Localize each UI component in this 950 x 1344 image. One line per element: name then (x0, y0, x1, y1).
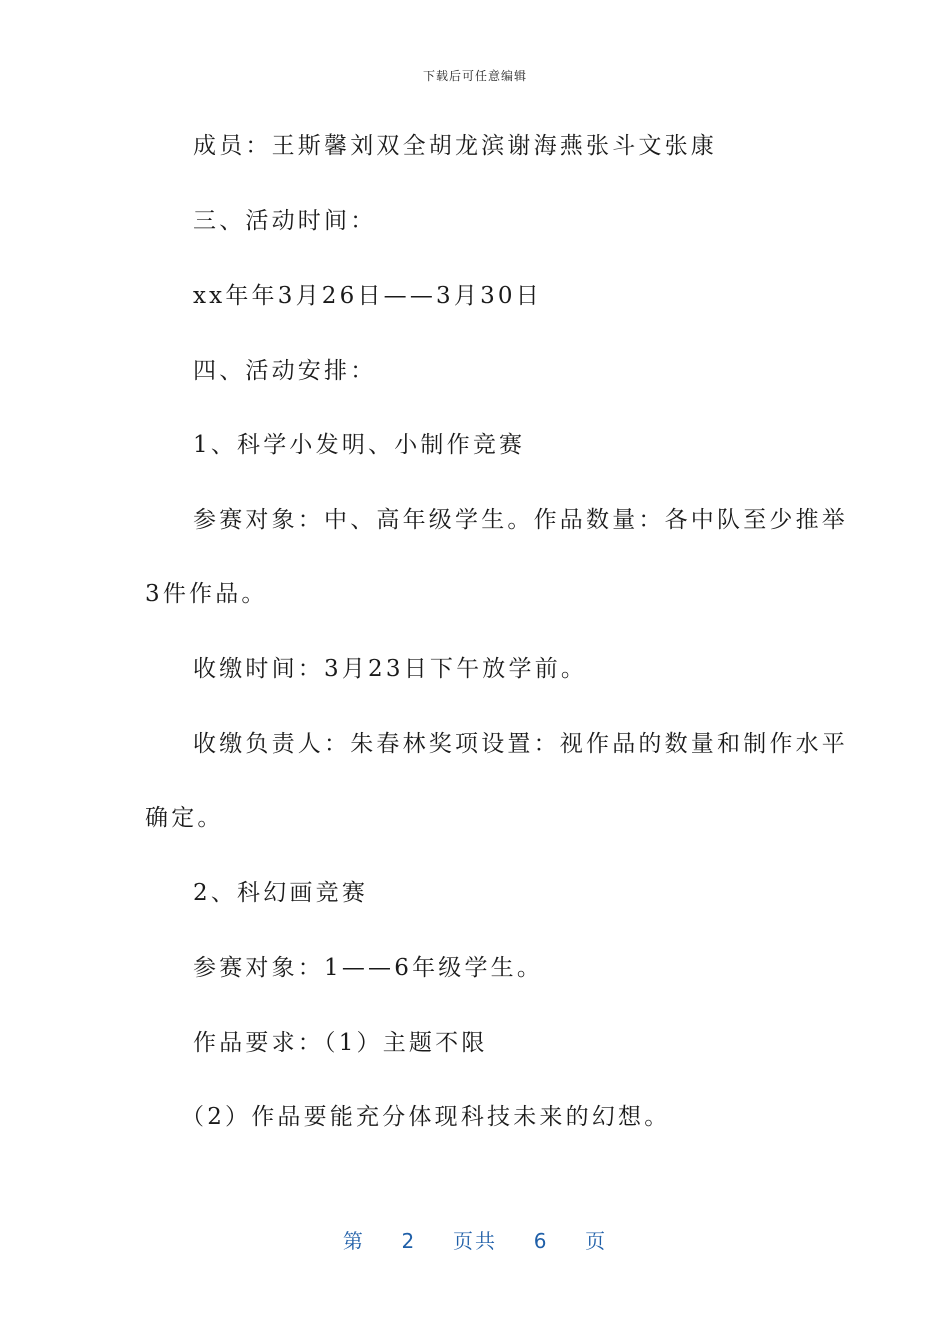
body-line-participants-1-cont: 3件作品。 (145, 581, 268, 607)
body-line-participants-2: 参赛对象：1——6年级学生。 (193, 955, 544, 981)
footer-mid: 页共 (453, 1229, 497, 1253)
footer-page-number: 2 (401, 1229, 417, 1253)
section-heading-arrangement: 四、活动安排： (193, 358, 377, 384)
subheading-scifi-drawing: 2、科幻画竞赛 (193, 880, 369, 906)
body-line-collection-owner: 收缴负责人：朱春林奖项设置：视作品的数量和制作水平 (193, 731, 848, 757)
section-heading-time: 三、活动时间： (193, 208, 377, 234)
body-line-collection-owner-cont: 确定。 (145, 805, 224, 831)
footer-total-pages: 6 (533, 1229, 549, 1253)
body-line-requirements: 作品要求：（1）主题不限 (193, 1030, 488, 1056)
page-footer (0, 1225, 950, 1254)
subheading-invention-contest: 1、科学小发明、小制作竞赛 (193, 432, 526, 458)
footer-prefix: 第 (342, 1229, 365, 1253)
body-line-date-range: xx年年3月26日——3月30日 (193, 283, 542, 309)
body-line-participants-1: 参赛对象：中、高年级学生。作品数量：各中队至少推举 (193, 507, 848, 533)
header-note: 下载后可任意编辑 (422, 69, 527, 83)
body-line-collection-time: 收缴时间：3月23日下午放学前。 (193, 656, 588, 682)
body-line-requirements-2: （2）作品要能充分体现科技未来的幻想。 (181, 1104, 671, 1130)
footer-suffix: 页 (585, 1229, 608, 1253)
body-line-members: 成员：王斯馨刘双全胡龙滨谢海燕张斗文张康 (193, 133, 717, 159)
